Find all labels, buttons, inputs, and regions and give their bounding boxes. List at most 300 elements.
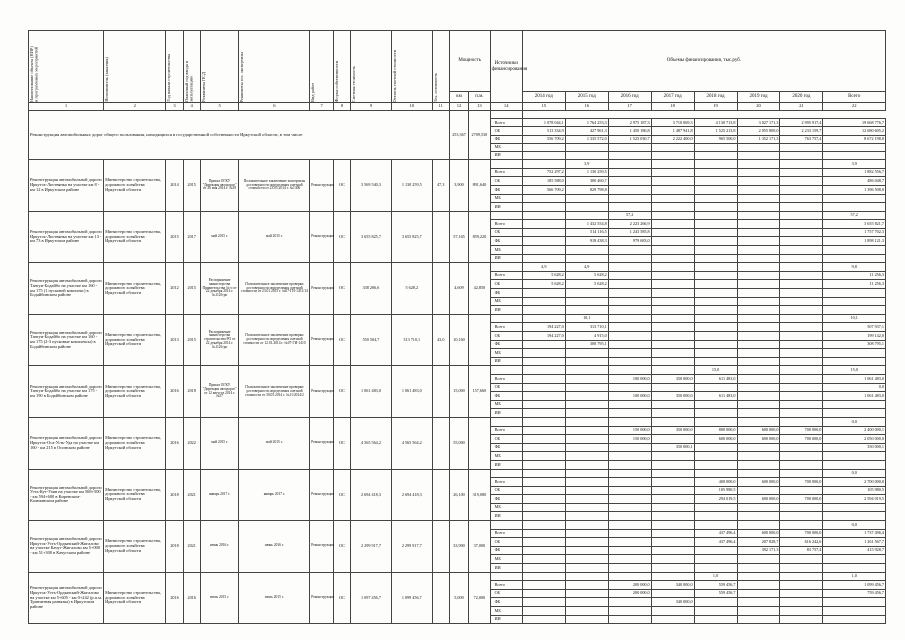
source-label: Всего <box>490 323 522 332</box>
amount-cell: 600 000,0 <box>737 435 780 444</box>
amount-cell <box>651 615 694 624</box>
amount-cell <box>651 564 694 573</box>
amount-cell: 350 000,0 <box>651 426 694 435</box>
amount-cell: 600 000,0 <box>737 426 780 435</box>
amount-cell <box>651 512 694 521</box>
amount-cell <box>737 460 780 469</box>
amount-cell <box>608 177 651 186</box>
capacity-value: 0,0 <box>823 521 886 530</box>
tech-readiness: 47,3 <box>432 160 449 212</box>
source-label: МБ <box>490 143 522 151</box>
amount-cell <box>780 503 823 512</box>
amount-cell <box>737 194 780 203</box>
capacity-value <box>565 572 608 581</box>
amount-cell: 392 171,3 <box>737 546 780 555</box>
column-header <box>391 31 432 103</box>
source-label: ОБ <box>490 538 522 547</box>
ownership: ОС <box>333 521 350 573</box>
executor: Министерство строительства, дорожного хозяйства Иркутской области <box>104 521 166 573</box>
amount-cell <box>737 564 780 573</box>
capacity-value: 15,0 <box>823 366 886 375</box>
amount-cell: 514 116,5 <box>565 228 608 237</box>
year-header: 2016 год <box>608 92 651 103</box>
amount-cell <box>737 383 780 392</box>
column-number-row <box>29 103 886 111</box>
column-number: 9 <box>351 103 392 111</box>
column-number: 5 <box>200 103 239 111</box>
source-label: Всего <box>490 529 522 538</box>
amount-cell <box>565 598 608 607</box>
column-header-text: Форма собственности <box>333 60 339 102</box>
amount-cell <box>737 486 780 495</box>
remaining-cost: 313 710,1 <box>391 314 432 366</box>
amount-cell <box>522 194 565 203</box>
capacity-value: 3,9 <box>565 160 608 169</box>
year-header: 2014 год <box>522 92 565 103</box>
capacity-value <box>780 314 823 323</box>
amount-cell <box>565 512 608 521</box>
source-label <box>490 417 522 426</box>
tech-readiness <box>432 366 449 418</box>
amount-cell <box>522 374 565 383</box>
ownership: ОС <box>333 263 350 315</box>
column-number: 1 <box>29 103 104 111</box>
amount-cell: 350 000,0 <box>651 392 694 401</box>
amount-cell <box>522 246 565 255</box>
tech-readiness <box>432 211 449 263</box>
amount-cell <box>522 151 565 159</box>
source-label: МБ <box>490 400 522 409</box>
amount-cell <box>522 409 565 418</box>
amount-cell <box>565 246 608 255</box>
amount-cell <box>780 340 823 349</box>
amount-cell <box>694 357 737 366</box>
amount-cell <box>565 203 608 212</box>
column-header-text: Плановый год ввода в эксплуатацию <box>183 61 194 102</box>
start-year: 2016 <box>166 417 183 469</box>
executor: Министерство строительства, дорожного хозяйства Иркутской области <box>104 417 166 469</box>
tech-readiness <box>432 263 449 315</box>
ownership: ОС <box>333 572 350 624</box>
amount-cell <box>737 615 780 624</box>
amount-cell <box>780 409 823 418</box>
column-header <box>29 31 104 103</box>
amount-cell: 5 628,2 <box>565 280 608 289</box>
amount-cell: 1 898 121,3 <box>823 237 886 246</box>
amount-cell <box>608 143 651 151</box>
amount-cell <box>780 289 823 298</box>
amount-cell: 1 261 567,7 <box>823 538 886 547</box>
amount-cell <box>608 340 651 349</box>
amount-cell: 700 000,0 <box>780 529 823 538</box>
column-header <box>104 31 166 103</box>
capacity-value <box>780 521 823 530</box>
amount-cell <box>737 392 780 401</box>
capacity-value <box>694 263 737 272</box>
amount-cell: 340 000,0 <box>651 598 694 607</box>
amount-cell <box>694 383 737 392</box>
object-name: Реконструкция автомобильной дороги Иркутск-Усть-Ордынский-Жигалово на участке Качуг-Жигалово км 5+000 - км 51+300 в Качугском районе <box>29 521 104 573</box>
amount-cell <box>522 538 565 547</box>
amount-cell <box>780 323 823 332</box>
amount-cell <box>565 151 608 159</box>
capacity-value <box>522 160 565 169</box>
source-label: ФБ <box>490 289 522 298</box>
capacity-value <box>608 366 651 375</box>
column-number: 16 <box>565 103 608 111</box>
amount-cell <box>565 564 608 573</box>
capacity-value <box>522 366 565 375</box>
amount-cell <box>608 185 651 194</box>
amount-cell <box>608 289 651 298</box>
object-name: Реконструкция автомобильной дороги Иркутск-Листвянка на участке км 8 - км 12 в Иркутском районе <box>29 160 104 212</box>
amount-cell <box>651 435 694 444</box>
object-row <box>29 314 886 323</box>
capacity-value: 9,8 <box>823 263 886 272</box>
remaining-cost: 1 061 483,0 <box>391 366 432 418</box>
amount-cell: 1 757 702,3 <box>823 228 886 237</box>
capacity-value <box>522 314 565 323</box>
column-number: 10 <box>391 103 432 111</box>
amount-cell <box>522 143 565 151</box>
amount-cell <box>694 177 737 186</box>
capacity-value <box>651 263 694 272</box>
amount-cell <box>780 237 823 246</box>
amount-cell <box>780 306 823 315</box>
amount-cell <box>694 168 737 177</box>
remaining-cost: 4 565 564,2 <box>391 417 432 469</box>
amount-cell <box>608 512 651 521</box>
capacity-value <box>608 160 651 169</box>
remaining-cost: 1 099 456,7 <box>391 572 432 624</box>
pm-header: п.м. <box>469 92 490 103</box>
amount-cell <box>823 512 886 521</box>
amount-cell <box>694 555 737 564</box>
amount-cell <box>780 512 823 521</box>
amount-cell <box>780 589 823 598</box>
capacity-pm: 37,000 <box>469 521 490 573</box>
capacity-pm <box>469 417 490 469</box>
amount-cell: 1 450 186,8 <box>608 127 651 135</box>
amount-cell <box>565 306 608 315</box>
amount-cell <box>737 280 780 289</box>
column-header-text: Сметная стоимость <box>351 65 357 102</box>
amount-cell: 400 000,0 <box>694 478 737 487</box>
amount-cell <box>565 374 608 383</box>
amount-cell <box>608 538 651 547</box>
amount-cell <box>737 271 780 280</box>
expertise-details: Положительное заключение проверки достоверности определения сметной стоимости от 23.01.2015 г. №07-ГИ-1451/14 <box>239 263 310 315</box>
amount-cell: 1 487 941,8 <box>651 127 694 135</box>
amount-cell: 415 928,7 <box>823 546 886 555</box>
source-label: ФБ <box>490 546 522 555</box>
amount-cell <box>565 460 608 469</box>
amount-cell <box>823 555 886 564</box>
amount-cell: 100 000,0 <box>608 392 651 401</box>
amount-cell: 829 798,8 <box>565 185 608 194</box>
amount-cell <box>608 409 651 418</box>
capacity-value: 3,9 <box>823 160 886 169</box>
amount-cell: 340 000,0 <box>651 581 694 590</box>
expertise-details: Положительное заключение проверки достоверности определения сметной стоимости от 30.05.2014 г. №11/2014/2 <box>239 366 310 418</box>
column-number: 20 <box>737 103 780 111</box>
capacity-km: 15,000 <box>449 366 468 418</box>
amount-cell: 294 019,5 <box>694 495 737 504</box>
amount-cell <box>608 383 651 392</box>
end-year: 2016 <box>183 572 200 624</box>
object-row <box>29 572 886 581</box>
amount-cell: 763 757,4 <box>780 135 823 143</box>
executor: Министерство строительства, дорожного хозяйства Иркутской области <box>104 572 166 624</box>
amount-cell <box>522 555 565 564</box>
amount-cell <box>651 271 694 280</box>
capacity-value <box>651 160 694 169</box>
amount-cell <box>608 546 651 555</box>
start-year: 2018 <box>166 469 183 521</box>
amount-cell: 486 048,7 <box>823 177 886 186</box>
source-label: ОБ <box>490 280 522 289</box>
object-row <box>29 469 886 478</box>
source-label: ИИ <box>490 357 522 366</box>
amount-cell <box>651 503 694 512</box>
capacity-km: 4,609 <box>449 263 468 315</box>
amount-cell <box>651 546 694 555</box>
amount-cell <box>565 254 608 263</box>
capacity-value <box>780 366 823 375</box>
source-label: МБ <box>490 349 522 358</box>
amount-cell <box>694 220 737 229</box>
amount-cell <box>651 280 694 289</box>
source-label: ФБ <box>490 495 522 504</box>
psd-details: май 2015 г. <box>200 417 239 469</box>
amount-cell <box>565 478 608 487</box>
source-label: ИИ <box>490 151 522 159</box>
start-year: 2015 <box>166 211 183 263</box>
column-header-text: Реквизиты ПСД <box>200 72 206 102</box>
amount-cell: 150 000,0 <box>608 426 651 435</box>
amount-cell <box>522 512 565 521</box>
amount-cell <box>608 194 651 203</box>
capacity-value <box>737 366 780 375</box>
amount-cell <box>737 581 780 590</box>
source-label: ФБ <box>490 598 522 607</box>
amount-cell: 507 937,1 <box>823 323 886 332</box>
amount-cell <box>522 546 565 555</box>
amount-cell <box>651 185 694 194</box>
psd-details: июль 2015 г. <box>200 572 239 624</box>
amount-cell <box>522 529 565 538</box>
amount-cell: 752 297,2 <box>522 168 565 177</box>
amount-cell <box>694 460 737 469</box>
amount-cell: 8 672 198,8 <box>823 135 886 143</box>
work-type: Реконструкция <box>310 521 334 573</box>
amount-cell: 350 000,1 <box>823 443 886 452</box>
amount-cell: 3 710 069,3 <box>651 119 694 127</box>
amount-cell: 2 700 000,0 <box>823 478 886 487</box>
amount-cell <box>522 598 565 607</box>
amount-cell <box>737 143 780 151</box>
end-year: 2015 <box>183 314 200 366</box>
capacity-value: 57,2 <box>823 211 886 220</box>
capacity-km: 57,165 <box>449 211 468 263</box>
amount-cell <box>780 460 823 469</box>
amount-cell <box>565 297 608 306</box>
source-label: ФБ <box>490 237 522 246</box>
amount-cell <box>565 615 608 624</box>
column-number: 3 <box>166 103 183 111</box>
amount-cell <box>608 564 651 573</box>
amount-cell <box>608 598 651 607</box>
year-header: Всего <box>823 92 886 103</box>
capacity-value <box>522 469 565 478</box>
expertise-details: Положительное заключение проверки достоверности определения сметной стоимости от 12.01.2014 г. №07-ГИ-1410 <box>239 314 310 366</box>
amount-cell: 979 683,0 <box>608 237 651 246</box>
ownership: ОС <box>333 417 350 469</box>
source-label: ИИ <box>490 254 522 263</box>
amount-cell: 600 000,0 <box>737 495 780 504</box>
amount-cell <box>608 529 651 538</box>
amount-cell <box>608 203 651 212</box>
object-name: Реконструкция автомобильной дороги Тангуи-Бодайбо на участке км 160 - км 175 (2-3 пусковые комплексы) в Бодайбинском районе <box>29 314 104 366</box>
amount-cell <box>780 297 823 306</box>
expertise-details: январь 2017 г. <box>239 469 310 521</box>
amount-cell <box>823 452 886 461</box>
amount-cell <box>823 254 886 263</box>
header-row <box>29 31 886 92</box>
amount-cell <box>780 271 823 280</box>
amount-cell: 2 975 187,3 <box>608 119 651 127</box>
amount-cell: 150 000,0 <box>608 435 651 444</box>
amount-cell <box>780 581 823 590</box>
end-year: 2015 <box>183 160 200 212</box>
capacity-value <box>737 211 780 220</box>
amount-cell: 2 233 159,7 <box>780 127 823 135</box>
amount-cell <box>694 340 737 349</box>
column-number: 7 <box>310 103 334 111</box>
capacity-value <box>608 314 651 323</box>
amount-cell <box>823 460 886 469</box>
amount-cell: 1 396 508,0 <box>823 185 886 194</box>
expertise-details: июль 2015 г. <box>239 572 310 624</box>
amount-cell <box>823 409 886 418</box>
amount-cell: 19 668 776,7 <box>823 119 886 127</box>
amount-cell <box>694 503 737 512</box>
remaining-cost: 5 628,2 <box>391 263 432 315</box>
remaining-cost: 2 299 917,7 <box>391 521 432 573</box>
amount-cell <box>823 503 886 512</box>
column-number: 19 <box>694 103 737 111</box>
amount-cell <box>737 168 780 177</box>
amount-cell <box>522 615 565 624</box>
amount-cell <box>737 512 780 521</box>
column-header <box>183 31 200 103</box>
object-name: Реконструкция автомобильной дороги Иркутск-Листвянка на участке км 13 - км 73 в Иркутском районе <box>29 211 104 263</box>
capacity-value <box>565 521 608 530</box>
amount-cell <box>608 349 651 358</box>
amount-cell <box>780 168 823 177</box>
amount-cell <box>823 203 886 212</box>
work-type: Реконструкция <box>310 211 334 263</box>
start-year: 2012 <box>166 263 183 315</box>
source-label: Всего <box>490 478 522 487</box>
column-header <box>310 31 334 103</box>
amount-cell <box>823 143 886 151</box>
amount-cell: 1 525 213,8 <box>694 127 737 135</box>
source-label: МБ <box>490 452 522 461</box>
amount-cell <box>780 607 823 616</box>
source-label: ОБ <box>490 589 522 598</box>
capacity-value <box>651 521 694 530</box>
amount-cell <box>737 220 780 229</box>
amount-cell <box>608 151 651 159</box>
amount-cell <box>522 340 565 349</box>
amount-cell: 1 737 496,4 <box>823 529 886 538</box>
amount-cell <box>651 177 694 186</box>
amount-cell <box>694 254 737 263</box>
year-header: 2015 год <box>565 92 608 103</box>
capacity-km: 26,100 <box>449 469 468 521</box>
amount-cell: 1 099 456,7 <box>823 581 886 590</box>
amount-cell <box>608 607 651 616</box>
end-year: 2022 <box>183 417 200 469</box>
amount-cell <box>694 598 737 607</box>
amount-cell <box>780 443 823 452</box>
source-label: ИИ <box>490 409 522 418</box>
amount-cell: 600 000,0 <box>694 435 737 444</box>
source-label: ФБ <box>490 135 522 143</box>
source-label: ИИ <box>490 615 522 624</box>
amount-cell <box>565 495 608 504</box>
amount-cell: 437 496,4 <box>694 529 737 538</box>
start-year: 2016 <box>166 366 183 418</box>
capacity-value <box>522 211 565 220</box>
amount-cell: 2 594 019,5 <box>823 495 886 504</box>
amount-cell <box>737 203 780 212</box>
financing-sheet <box>28 30 886 624</box>
end-year: 2015 <box>183 263 200 315</box>
amount-cell <box>651 460 694 469</box>
capacity-value: 10,1 <box>565 314 608 323</box>
amount-cell <box>651 357 694 366</box>
amount-cell <box>522 237 565 246</box>
object-name: Реконструкция автомобильной дороги Иркутск-Оса-Усть-Уда на участке км 160 - км 215 в Осинском районе <box>29 417 104 469</box>
amount-cell <box>780 598 823 607</box>
source-label <box>490 314 522 323</box>
capacity-value <box>694 314 737 323</box>
amount-cell: 207 828,7 <box>737 538 780 547</box>
amount-cell: 759 456,7 <box>823 589 886 598</box>
amount-cell <box>694 143 737 151</box>
amount-cell: 1 130 259,5 <box>565 168 608 177</box>
amount-cell <box>565 443 608 452</box>
capacity-km: 253,367 <box>449 111 468 160</box>
volume-header: Объемы финансирования, тыс.руб. <box>522 31 885 92</box>
amount-cell: 800 000,0 <box>694 426 737 435</box>
amount-cell <box>651 529 694 538</box>
psd-details: май 2015 г. <box>200 211 239 263</box>
amount-cell <box>651 151 694 159</box>
amount-cell <box>522 426 565 435</box>
amount-cell <box>694 607 737 616</box>
capacity-value <box>651 314 694 323</box>
amount-cell <box>651 452 694 461</box>
capacity-value <box>780 160 823 169</box>
amount-cell <box>608 323 651 332</box>
amount-cell <box>780 185 823 194</box>
estimated-cost: 2 299 917,7 <box>351 521 392 573</box>
amount-cell <box>694 452 737 461</box>
amount-cell <box>608 306 651 315</box>
